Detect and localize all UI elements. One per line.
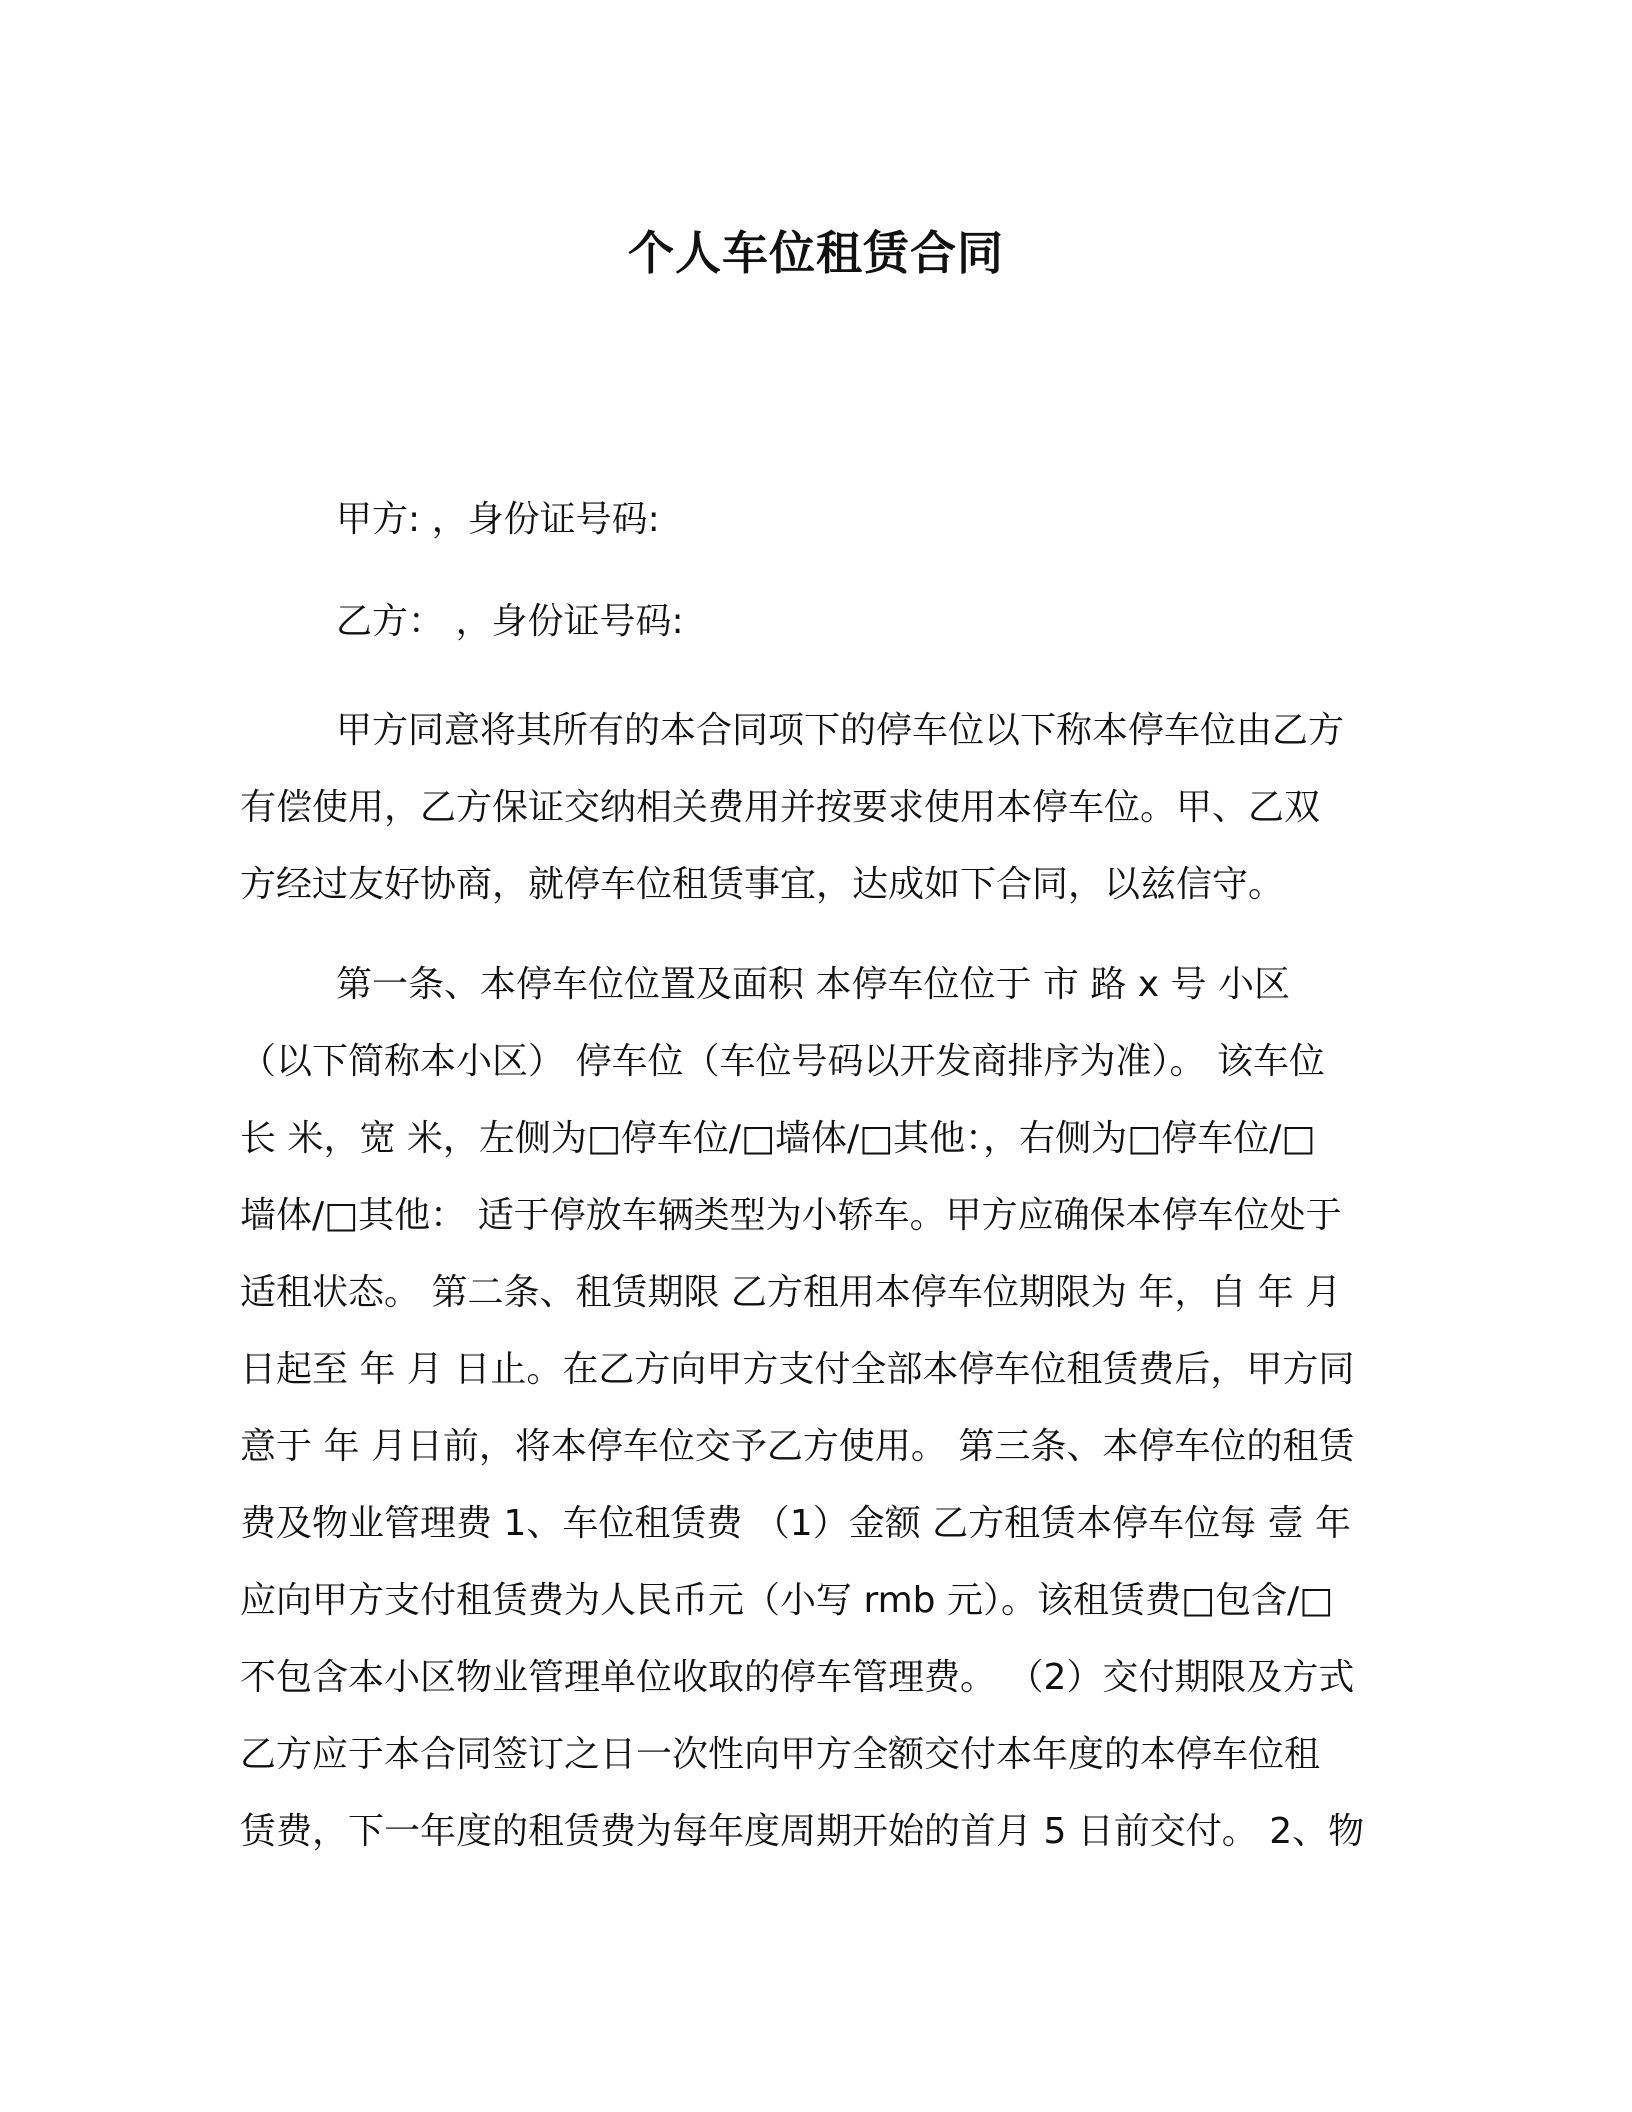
paragraph-line: 意于 年 月日前，将本停车位交予乙方使用。 第三条、本停车位的租赁 [240,1426,1355,1467]
paragraph-line: 有偿使用，乙方保证交纳相关费用并按要求使用本停车位。甲、乙双 [240,787,1321,828]
paragraph-line: 应向甲方支付租赁费为人民币元（小写 rmb 元）。该租赁费□包含/□ [240,1580,1334,1621]
paragraph-line: 适租状态。 第二条、租赁期限 乙方租用本停车位期限为 年，自 年 月 [240,1272,1342,1313]
paragraph-line: 墙体/□其他： 适于停放车辆类型为小轿车。甲方应确保本停车位处于 [240,1195,1342,1236]
paragraph-line: 方经过友好协商，就停车位租赁事宜，达成如下合同，以兹信守。 [240,864,1285,905]
paragraph-line: 甲方同意将其所有的本合同项下的停车位以下称本停车位由乙方 [336,710,1345,751]
intro-paragraph [240,692,1380,923]
paragraph-line: 赁费，下一年度的租赁费为每年度周期开始的首月 5 日前交付。 2、物 [240,1811,1365,1852]
paragraph-line: 长 米，宽 米，左侧为□停车位/□墙体/□其他：，右侧为□停车位/□ [240,1118,1316,1159]
paragraph-line: 不包含本小区物业管理单位收取的停车管理费。 （2）交付期限及方式 [240,1657,1355,1698]
document-title: 个人车位租赁合同 [628,226,1004,280]
clauses-paragraph [240,946,1380,1870]
paragraph-line: 乙方应于本合同签订之日一次性向甲方全额交付本年度的本停车位租 [240,1734,1321,1775]
paragraph-line: 第一条、本停车位位置及面积 本停车位位于 市 路 x 号 小区 [336,964,1290,1005]
paragraph-line: （以下简称本小区） 停车位（车位号码以开发商排序为准）。 该车位 [240,1041,1325,1082]
party-b-line: 乙方： ，身份证号码: [336,601,684,642]
paragraph-line: 日起至 年 月 日止。在乙方向甲方支付全部本停车位租赁费后，甲方同 [240,1349,1355,1390]
party-a-line: 甲方: ，身份证号码: [336,499,660,540]
paragraph-line: 费及物业管理费 1、车位租赁费 （1）金额 乙方租赁本停车位每 壹 年 [240,1503,1352,1544]
